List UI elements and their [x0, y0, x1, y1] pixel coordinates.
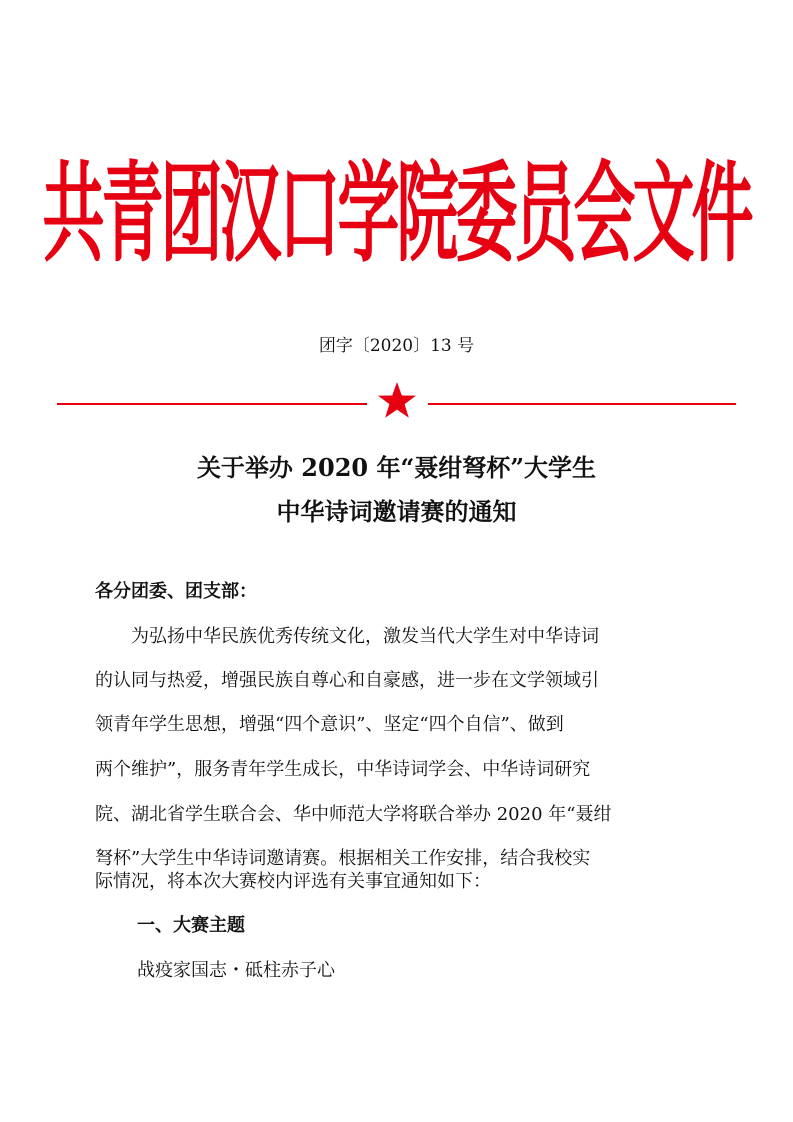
notice-title-line-2: 中华诗词邀请赛的通知 [276, 497, 517, 526]
red-divider-right [428, 403, 736, 405]
paragraph-line: 为弘扬中华民族优秀传统文化，激发当代大学生对中华诗词 [95, 626, 599, 647]
paragraph-line: 的认同与热爱，增强民族自尊心和自豪感，进一步在文学领域引 [95, 670, 599, 691]
salutation: 各分团委、团支部： [95, 581, 257, 602]
red-divider-left [57, 403, 367, 405]
contest-theme: 战疫家国志・砥柱赤子心 [137, 960, 335, 981]
paragraph-line: 领青年学生思想，增强“四个意识”、坚定“四个自信”、做到 [95, 714, 564, 735]
paragraph-line: 弩杯”大学生中华诗词邀请赛。根据相关工作安排，结合我校实 [95, 848, 591, 869]
section-heading: 一、大赛主题 [137, 915, 245, 936]
paragraph-line: 院、湖北省学生联合会、华中师范大学将联合举办 2020 年“聂绀 [95, 804, 612, 825]
paragraph-line: 际情况，将本次大赛校内评选有关事宜通知如下： [95, 871, 491, 892]
notice-title-line-1: 关于举办 2020 年“聂绀弩杯”大学生 [196, 453, 597, 482]
document-number: 团字〔2020〕13 号 [318, 336, 475, 356]
document-header-title: 共青团汉口学院委员会文件 [42, 149, 751, 277]
star-icon [376, 380, 418, 422]
paragraph-line: 两个维护”，服务青年学生成长，中华诗词学会、中华诗词研究 [95, 759, 591, 780]
